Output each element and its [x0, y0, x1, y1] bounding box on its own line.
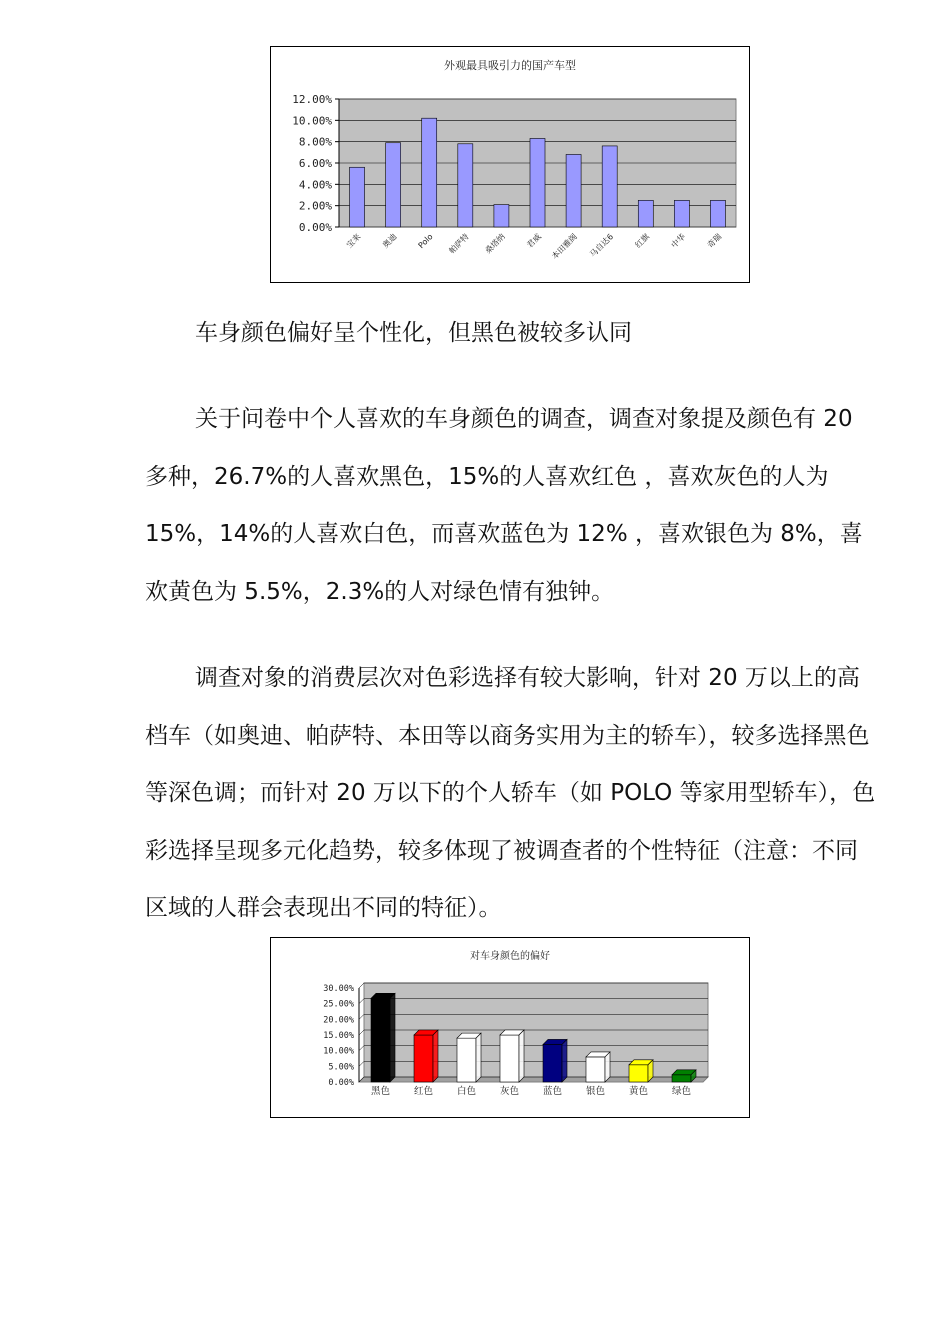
bar	[710, 200, 725, 227]
bar-side	[476, 1033, 481, 1082]
plot-floor	[359, 1077, 708, 1082]
y-tick-label: 25.00%	[323, 999, 354, 1010]
y-tick-label: 8.00%	[298, 135, 332, 149]
bar-side	[519, 1030, 524, 1082]
chart-color-preference-svg	[271, 938, 749, 1117]
bar	[672, 1075, 691, 1082]
bar	[566, 154, 581, 227]
bar	[500, 1035, 519, 1082]
x-tick-label: 宝来	[344, 232, 363, 250]
x-tick-label: 奥迪	[380, 232, 399, 250]
bar	[414, 1035, 433, 1082]
bar	[629, 1065, 648, 1082]
bar-side	[562, 1039, 567, 1082]
y-tick-label: 2.00%	[298, 199, 332, 213]
x-tick-label: Polo	[416, 232, 435, 251]
y-tick-label: 0.00%	[328, 1078, 354, 1088]
bar	[530, 138, 545, 227]
y-tick-label: 4.00%	[298, 178, 332, 192]
bar-side	[433, 1030, 438, 1082]
bar	[350, 167, 365, 227]
y-tick-label: 10.00%	[292, 114, 332, 128]
chart-title: 对车身颜色的偏好	[470, 951, 550, 962]
x-tick-label: 银色	[585, 1086, 606, 1097]
y-tick-label: 0.00%	[298, 221, 332, 234]
bar-side	[605, 1052, 610, 1082]
x-tick-label: 黑色	[370, 1086, 391, 1097]
y-tick-label: 20.00%	[323, 1015, 354, 1026]
x-tick-label: 奇瑞	[705, 232, 724, 250]
bar	[494, 205, 509, 227]
bar	[458, 144, 473, 227]
bar	[457, 1038, 476, 1082]
x-tick-label: 灰色	[499, 1086, 520, 1097]
x-tick-label: 桑塔纳	[483, 232, 507, 256]
paragraph-consumer-level: 调查对象的消费层次对色彩选择有较大影响，针对 20 万以上的高档车（如奥迪、帕萨特、本田等以商务实用为主的轿车），较多选择黑色等深色调；而针对 20 万以下的个人轿车（如 POLO 等家用型轿车），色彩选择呈现多元化趋势，较多体现了被调查者的个性特征（注意：不同区域的人群会表现出不同的特征）。	[145, 665, 876, 921]
x-tick-label: 白色	[456, 1086, 477, 1097]
chart-title: 外观最具吸引力的国产车型	[444, 59, 576, 72]
x-tick-label: 蓝色	[542, 1086, 563, 1097]
x-tick-label: 本田雅阁	[550, 232, 580, 262]
chart-car-appeal-svg	[271, 47, 749, 282]
x-tick-label: 黄色	[628, 1086, 649, 1097]
chart-car-appeal	[270, 46, 750, 283]
x-tick-label: 绿色	[671, 1086, 692, 1097]
paragraph-color-preference: 关于问卷中个人喜欢的车身颜色的调查，调查对象提及颜色有 20 多种，26.7%的人喜欢黑色，15%的人喜欢红色 ，喜欢灰色的人为 15%，14%的人喜欢白色，而喜欢蓝色为 12% ，喜欢银色为 8%，喜欢黄色为 5.5%，2.3%的人对绿色情有独钟。	[145, 406, 863, 605]
bar	[638, 200, 653, 227]
bar	[543, 1044, 562, 1082]
x-tick-label: 帕萨特	[447, 232, 471, 256]
chart-color-preference	[270, 937, 750, 1118]
bar	[602, 146, 617, 227]
y-tick-label: 12.00%	[292, 93, 332, 106]
bar	[422, 118, 437, 227]
bar	[674, 200, 689, 227]
bar	[586, 1057, 605, 1082]
y-tick-label: 10.00%	[323, 1046, 354, 1057]
y-tick-label: 5.00%	[328, 1062, 354, 1073]
x-tick-label: 中华	[669, 232, 688, 250]
x-tick-label: 红色	[413, 1086, 434, 1097]
section-heading: 车身颜色偏好呈个性化，但黑色被较多认同	[195, 320, 632, 346]
bar-side	[390, 993, 395, 1082]
y-tick-label: 15.00%	[323, 1031, 354, 1041]
bar	[386, 143, 401, 227]
x-tick-label: 马自达6	[588, 232, 616, 259]
bar	[371, 998, 390, 1082]
x-tick-label: 红旗	[633, 232, 652, 250]
y-tick-label: 30.00%	[323, 984, 354, 994]
y-tick-label: 6.00%	[298, 157, 332, 170]
x-tick-label: 君威	[525, 232, 543, 250]
